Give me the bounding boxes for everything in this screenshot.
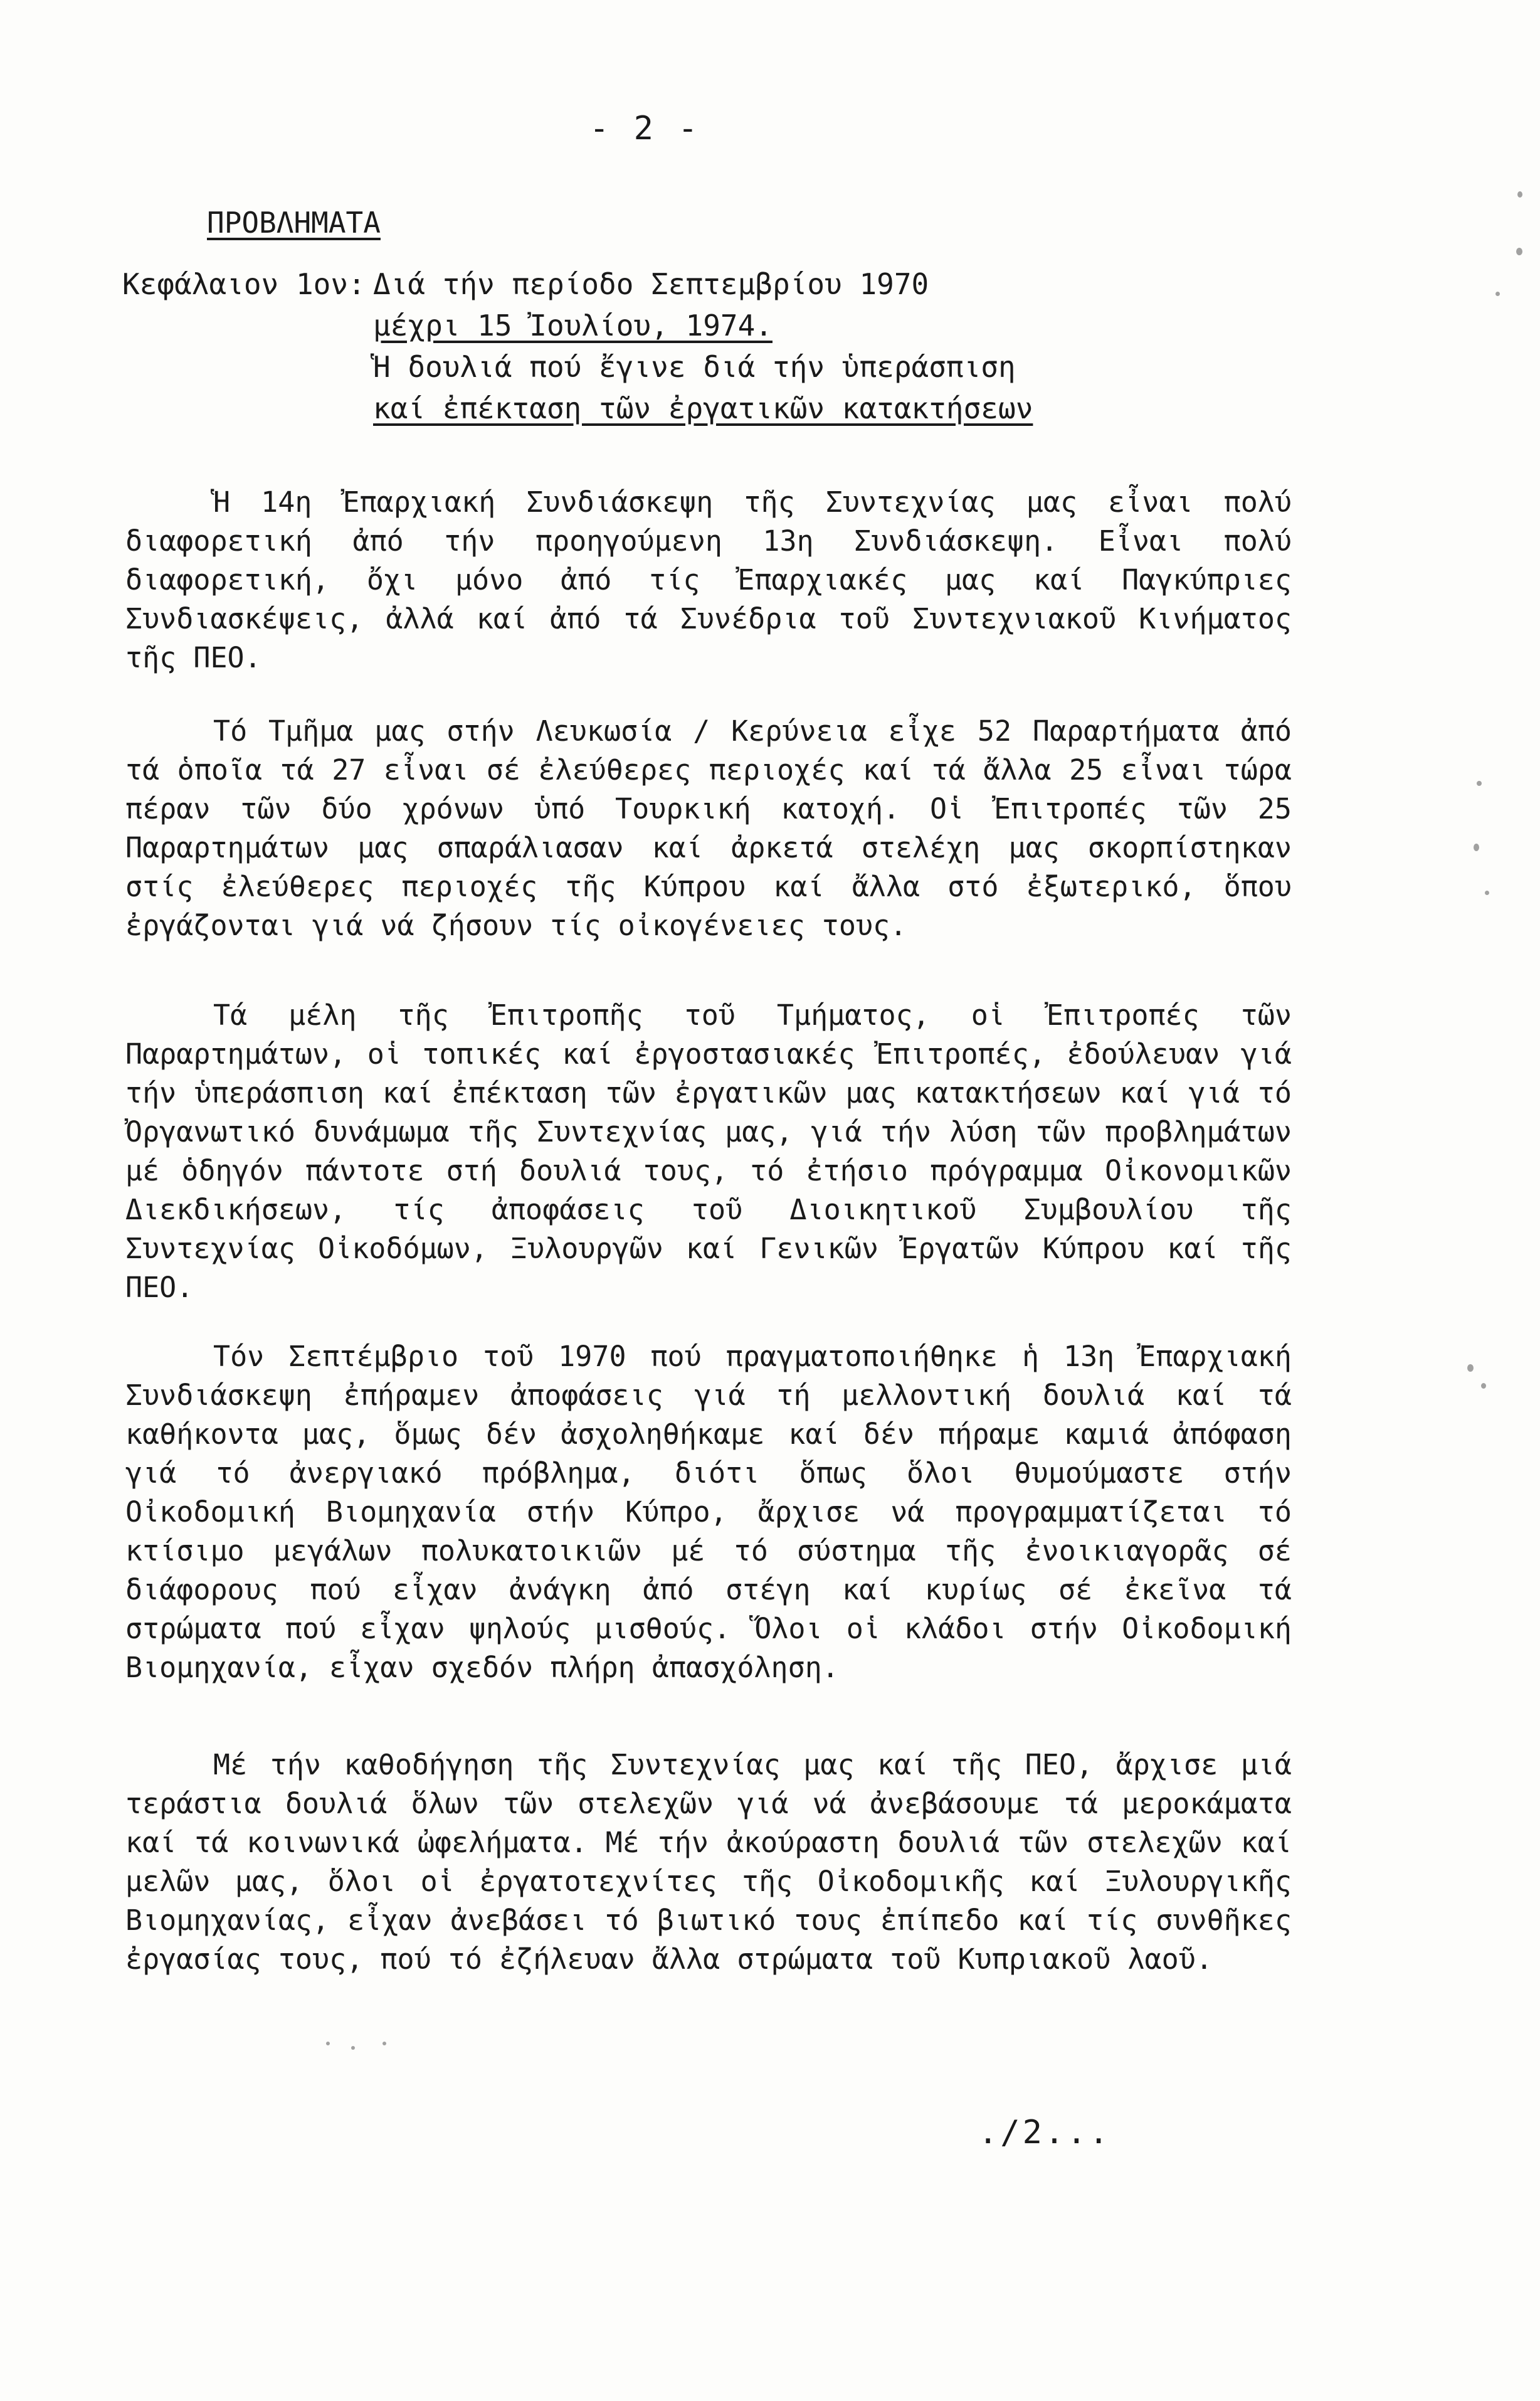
scan-speck bbox=[1477, 781, 1482, 786]
scan-speck bbox=[1467, 1364, 1474, 1372]
paragraph-1 bbox=[125, 483, 1292, 677]
paragraph-3-text: Τά μέλη τῆς Ἐπιτροπῆς τοῦ Τμήματος, οἱ Ἐπιτροπές τῶν Παραρτημάτων, οἱ τοπικές καί ἐργοστασιακές Ἐπιτροπές, ἐδούλευαν γιά τήν ὑπεράσπιση καί ἐπέκταση τῶν ἐργατικῶν μας κατακτήσεων καί γιά τό Ὀργανωτικό δυνάμωμα τῆς Συντεχνίας μας, γιά τήν λύση τῶν προβλημάτων μέ ὁδηγόν πάντοτε στή δουλιά τους, τό ἐτήσιο πρόγραμμα Οἰκονομικῶν Διεκδικήσεων, τίς ἀποφάσεις τοῦ Διοικητικοῦ Συμβουλίου τῆς Συντεχνίας Οἰκοδόμων, Ξυλουργῶν καί Γενικῶν Ἐργατῶν Κύπρου καί τῆς ΠΕΟ. bbox=[125, 999, 1292, 1304]
chapter-period-start: Διά τήν περίοδο Σεπτεμβρίου 1970 bbox=[373, 267, 929, 301]
paragraph-5 bbox=[125, 1746, 1292, 1979]
scan-speck bbox=[1481, 1383, 1486, 1389]
chapter-line-1 bbox=[122, 263, 1033, 305]
paragraph-4-text: Τόν Σεπτέμβριο τοῦ 1970 πού πραγματοποιήθηκε ἡ 13η Ἐπαρχιακή Συνδιάσκεψη ἐπήραμεν ἀποφάσεις γιά τή μελλοντική δουλιά καί τά καθήκοντα μας, ὅμως δέν ἀσχοληθήκαμε καί δέν πήραμε καμιά ἀπόφαση γιά τό ἀνεργιακό πρόβλημα, διότι ὅπως ὅλοι θυμούμαστε στήν Οἰκοδομική Βιομηχανία στήν Κύπρο, ἄρχισε νά προγραμματίζεται τό κτίσιμο μεγάλων πολυκατοικιῶν μέ τό σύστημα τῆς ἐνοικιαγορᾶς σέ διάφορους πού εἶχαν ἀνάγκη ἀπό στέγη καί κυρίως σέ ἐκεῖνα τά στρώματα πού εἶχαν ψηλούς μισθούς. Ὅλοι οἱ κλάδοι στήν Οἰκοδομική Βιομηχανία, εἶχαν σχεδόν πλήρη ἀπασχόληση. bbox=[125, 1340, 1292, 1684]
paragraph-1-text: Ἡ 14η Ἐπαρχιακή Συνδιάσκεψη τῆς Συντεχνίας μας εἶναι πολύ διαφορετική ἀπό τήν προηγούμενη 13η Συνδιάσκεψη. Εἶναι πολύ διαφορετική, ὄχι μόνο ἀπό τίς Ἐπαρχιακές μας καί Παγκύπριες Συνδιασκέψεις, ἀλλά καί ἀπό τά Συνέδρια τοῦ Συντεχνιακοῦ Κινήματος τῆς ΠΕΟ. bbox=[125, 485, 1292, 674]
scan-speck bbox=[1485, 891, 1489, 895]
paragraph-2 bbox=[125, 712, 1292, 945]
paragraph-3 bbox=[125, 996, 1292, 1307]
scan-speck bbox=[382, 2042, 386, 2045]
paragraph-4 bbox=[125, 1337, 1292, 1687]
chapter-subtitle-1: Ἡ δουλιά πού ἔγινε διά τήν ὑπεράσπιση bbox=[373, 350, 1016, 384]
paragraph-2-text: Τό Τμῆμα μας στήν Λευκωσία / Κερύνεια εἶχε 52 Παραρτήματα ἀπό τά ὁποῖα τά 27 εἶναι σέ ἐλεύθερες περιοχές καί τά ἄλλα 25 εἶναι τώρα πέραν τῶν δύο χρόνων ὑπό Τουρκική κατοχή. Οἱ Ἐπιτροπές τῶν 25 Παραρτημάτων μας σπαράλιασαν καί ἀρκετά στελέχη μας σκορπίστηκαν στίς ἐλεύθερες περιοχές τῆς Κύπρου καί ἄλλα στό ἐξωτερικό, ὅπου ἐργάζονται γιά νά ζήσουν τίς οἰκογένειες τους. bbox=[125, 714, 1292, 942]
section-heading: ΠΡΟΒΛΗΜΑΤΑ bbox=[207, 206, 381, 240]
scan-speck bbox=[326, 2042, 330, 2045]
page-number: - 2 - bbox=[589, 110, 700, 147]
scan-speck bbox=[351, 2046, 355, 2050]
chapter-period-end: μέχρι 15 Ἰουλίου, 1974. bbox=[373, 309, 773, 342]
paragraph-5-text: Μέ τήν καθοδήγηση τῆς Συντεχνίας μας καί τῆς ΠΕΟ, ἄρχισε μιά τεράστια δουλιά ὅλων τῶν στελεχῶν γιά νά ἀνεβάσουμε τά μεροκάματα καί τά κοινωνικά ὠφελήματα. Μέ τήν ἀκούραστη δουλιά τῶν στελεχῶν καί μελῶν μας, ὅλοι οἱ ἐργατοτεχνίτες τῆς Οἰκοδομικῆς καί Ξυλουργικῆς Βιομηχανίας, εἶχαν ἀνεβάσει τό βιωτικό τους ἐπίπεδο καί τίς συνθῆκες ἐργασίας τους, πού τό ἐζήλευαν ἄλλα στρώματα τοῦ Κυπριακοῦ λαοῦ. bbox=[125, 1748, 1292, 1976]
scan-speck bbox=[1474, 844, 1479, 851]
chapter-label: Κεφάλαιον 1ον: bbox=[122, 267, 366, 301]
scan-speck bbox=[1516, 248, 1522, 255]
continuation-marker: ./2... bbox=[978, 2114, 1111, 2151]
scan-speck bbox=[1517, 191, 1522, 198]
chapter-header bbox=[122, 263, 1033, 429]
chapter-subtitle-2: καί ἐπέκταση τῶν ἐργατικῶν κατακτήσεων bbox=[373, 391, 1033, 425]
scan-speck bbox=[1495, 292, 1500, 296]
